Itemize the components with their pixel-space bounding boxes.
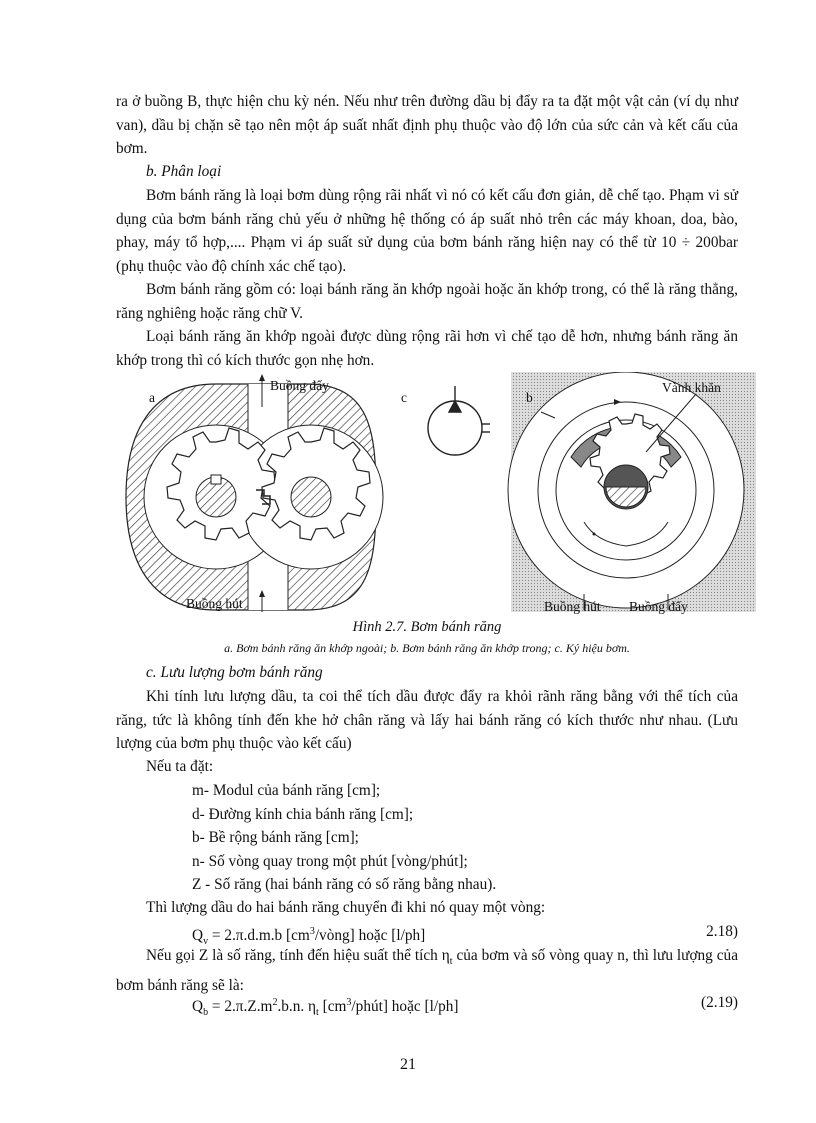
equation-2-19: $Q_b = 2.\pi.Z.m^2.b.n$. $\eta_t$ $[cm^3/phút]$ hoặc [l/ph] xyxy=(192,997,459,1019)
figure-label-b: b xyxy=(526,390,533,405)
paragraph-classification-3: Loại bánh răng ăn khớp ngoài được dùng rộng rãi hơn vì chế tạo dễ hơn, nhưng bánh răng ăn khớp trong thì có kích thước gọn nhẹ hơn. xyxy=(116,328,738,369)
paragraph-classification-1: Bơm bánh răng là loại bơm dùng rộng rãi nhất vì nó có kết cấu đơn giản, dễ chế tạo. Phạm vi sử dụng của bơm bánh răng chủ yếu ở những hệ thống có áp suất nhỏ trên các máy khoan, doa, bào, phay, máy tổ hợp,.... Phạm vi áp suất sử dụng của bơm bánh răng hiện nay có thể từ 10 ÷ 200bar (phụ thuộc vào độ chính xác chế tạo). xyxy=(116,187,738,275)
paragraph-flow-1: Khi tính lưu lượng dầu, ta coi thể tích dầu được đẩy ra khỏi rãnh răng bằng với thể tích của răng, tức là không tính đến khe hở chân răng và lấy hai bánh răng có kích thước như nhau. (Lưu lượng của bơm phụ thuộc vào kết cấu) xyxy=(116,688,738,752)
gear-pump-figure xyxy=(116,372,756,620)
heading-classification: b. Phân loại xyxy=(146,163,222,180)
label-suction-a: Buồng hút xyxy=(186,596,243,611)
definition-item: m- Modul của bánh răng [cm]; xyxy=(192,782,381,799)
equation-number-2-18: 2.18) xyxy=(706,923,738,940)
definition-item: d- Đường kính chia bánh răng [cm]; xyxy=(192,805,414,823)
figure-subcaption: a. Bơm bánh răng ăn khớp ngoài; b. Bơm bánh răng ăn khớp trong; c. Ký hiệu bơm. xyxy=(224,641,630,655)
page-number: 21 xyxy=(400,1056,416,1073)
paragraph-flow-2: Nếu ta đặt: xyxy=(146,758,214,775)
label-ring: Vành khăn xyxy=(662,380,721,395)
paragraph-intro: ra ở buồng B, thực hiện chu kỳ nén. Nếu như trên đường dầu bị đẩy ra ta đặt một vật cản (ví dụ như van), dầu bị chặn sẽ tạo nên một áp suất nhất định phụ thuộc vào độ lớn của sức cản và kết cấu của bơm. xyxy=(116,93,738,157)
equation-number-2-19: (2.19) xyxy=(701,994,738,1011)
definition-item: n- Số vòng quay trong một phút [vòng/phút]; xyxy=(192,852,468,870)
internal-gear-pump-diagram xyxy=(508,372,756,612)
equation-2-18: $Q_v = 2.\pi.d.m.b$ $[cm^3/vòng]$ hoặc [l/ph] xyxy=(192,926,426,948)
heading-flow-rate: c. Lưu lượng bơm bánh răng xyxy=(146,664,323,681)
label-suction-b: Buồng hút xyxy=(544,599,601,614)
figure-caption: Hình 2.7. Bơm bánh răng xyxy=(352,619,502,635)
external-gear-pump-diagram xyxy=(126,374,383,612)
label-discharge-b: Buồng đẩy xyxy=(629,599,688,614)
paragraph-flow-4: Nếu gọi Z là số răng, tính đến hiệu suất thể tích $\eta_t$ của bơm và số vòng quay n, thì lưu lượng của bơm bánh răng sẽ là: xyxy=(116,947,738,994)
pump-symbol xyxy=(428,386,490,455)
label-discharge-a: Buồng đẩy xyxy=(270,378,329,393)
figure-label-a: a xyxy=(149,390,155,405)
figure-label-c: c xyxy=(401,390,407,405)
definition-item: Z - Số răng (hai bánh răng có số răng bằng nhau). xyxy=(192,876,497,893)
definition-list xyxy=(192,779,496,897)
paragraph-classification-2: Bơm bánh răng gồm có: loại bánh răng ăn khớp ngoài hoặc ăn khớp trong, có thể là răng thẳng, răng nghiêng hoặc răng chữ V. xyxy=(116,281,738,322)
paragraph-flow-3: Thì lượng dầu do hai bánh răng chuyển đi khi nó quay một vòng: xyxy=(146,899,546,916)
definition-item: b- Bề rộng bánh răng [cm]; xyxy=(192,829,359,846)
